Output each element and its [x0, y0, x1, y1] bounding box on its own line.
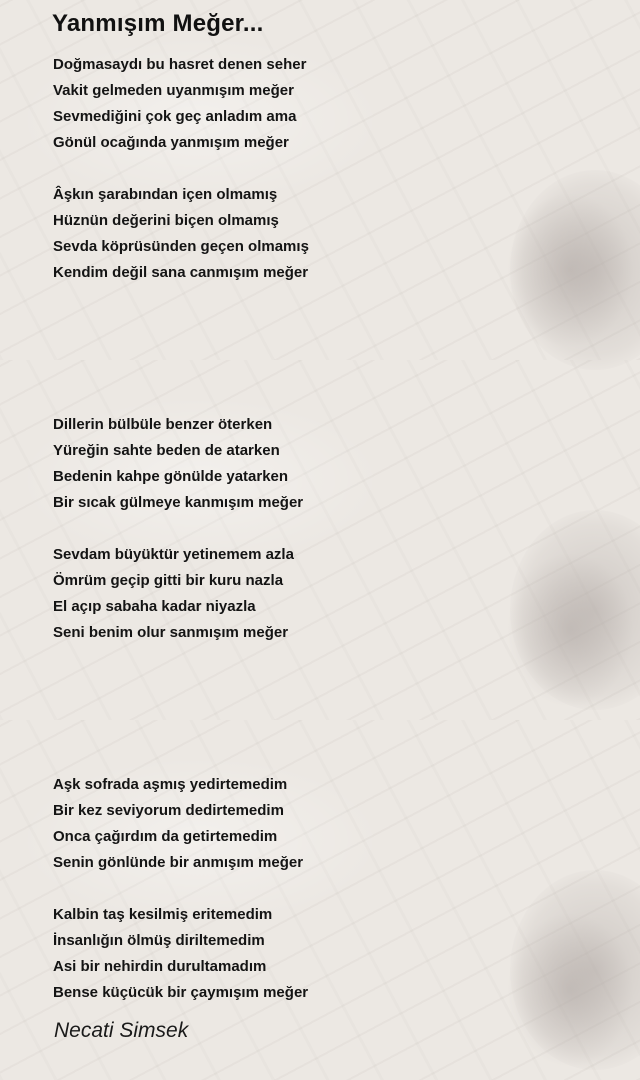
poem-line: Kendim değil sana canmışım meğer — [53, 264, 309, 281]
poem-line: Aşk sofrada aşmış yedirtemedim — [53, 776, 288, 793]
poem-line: Gönül ocağında yanmışım meğer — [53, 134, 289, 151]
poem-line: Âşkın şarabından içen olmamış — [53, 186, 278, 203]
poem-line: Senin gönlünde bir anmışım meğer — [53, 854, 304, 871]
poem-line: Seni benim olur sanmışım meğer — [53, 624, 289, 641]
poem-line: Kalbin taş kesilmiş eritemedim — [53, 906, 273, 923]
poem-line: Hüznün değerini biçen olmamış — [53, 212, 279, 229]
poem-line: Dillerin bülbüle benzer öterken — [53, 416, 273, 433]
poem-line: Bense küçücük bir çaymışım meğer — [53, 984, 309, 1001]
poem-stanza — [53, 772, 303, 876]
poem-line: Onca çağırdım da getirtemedim — [53, 828, 278, 845]
poem-line: Vakit gelmeden uyanmışım meğer — [53, 82, 294, 99]
poem-line: Bir kez seviyorum dedirtemedim — [53, 802, 284, 819]
poem-line: El açıp sabaha kadar niyazla — [53, 598, 256, 615]
poem-line: Sevmediğini çok geç anladım ama — [53, 108, 297, 125]
poem-stanza — [53, 182, 309, 286]
poem-stanza — [53, 52, 306, 156]
poem-line: Yüreğin sahte beden de atarken — [53, 442, 280, 459]
poem-title: Yanmışım Meğer... — [52, 10, 264, 37]
poem-line: Ömrüm geçip gitti bir kuru nazla — [53, 572, 284, 589]
poem-line: Asi bir nehirdin durultamadım — [53, 958, 267, 975]
poem-line: İnsanlığın ölmüş diriltemedim — [53, 932, 265, 949]
poem-stanza — [53, 412, 303, 516]
poem-author: Necati Simsek — [54, 1019, 189, 1042]
poem-line: Doğmasaydı bu hasret denen seher — [53, 56, 307, 73]
poem-line: Bedenin kahpe gönülde yatarken — [53, 468, 289, 485]
poem-line: Sevdam büyüktür yetinemem azla — [53, 546, 294, 563]
poem-line: Sevda köprüsünden geçen olmamış — [53, 238, 309, 255]
poem-stanza — [53, 542, 294, 646]
poem-line: Bir sıcak gülmeye kanmışım meğer — [53, 494, 304, 511]
poem-stanza — [53, 902, 308, 1006]
